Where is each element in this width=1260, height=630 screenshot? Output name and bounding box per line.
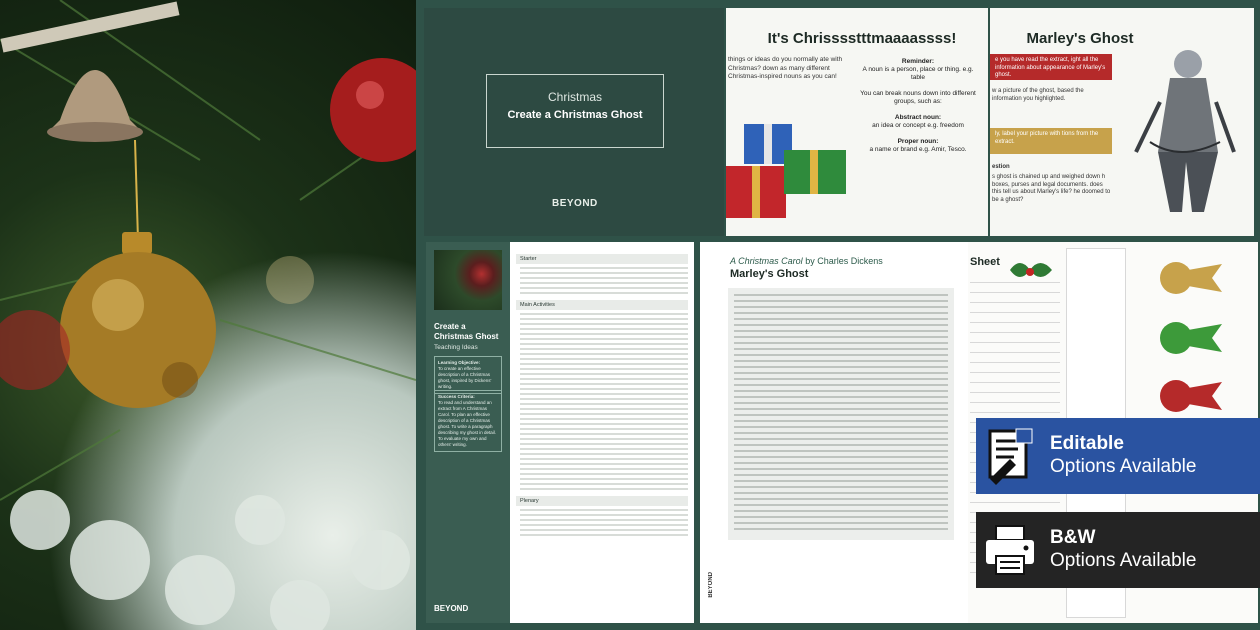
extract-text [728,288,954,540]
section-plenary: Plenary [516,496,688,506]
extract-title: Marley's Ghost [730,268,809,280]
title-slide [424,8,724,236]
learning-text: To create an effective description of a Christmas ghost, inspired by Dickens' writing. [438,366,492,389]
document-edit-icon [976,418,1044,494]
slide-subtitle: Create a Christmas Ghost [507,109,643,121]
question-text: s ghost is chained up and weighed down h boxes, purses and legal documents. does this tell us about Marley's life? he doomed to be a ghost? [992,174,1111,203]
bw-label [1044,527,1196,573]
proper-label: Proper noun: [897,138,939,145]
slide-title: Christmas [547,90,602,104]
slide-instructions: things or ideas do you normally ate with Christmas? down as many different Christmas-inspired nouns as you can! [728,56,843,80]
editable-subtitle: Options Available [1050,456,1197,477]
rosette-icon [1158,316,1222,364]
rosette-icon [1158,256,1222,304]
ribbon [1,1,180,52]
nouns-slide [726,8,988,236]
instruction-bar-gold: ly, label your picture with tions from the extract. [990,128,1112,154]
noun-types [856,58,980,154]
booklet-sidebar [426,242,510,623]
success-text: To read and understand an extract from A Christmas Carol. To plan an effective description of a Christmas ghost. To write a paragraph describing my ghost in detail. To evaluate my own and others' writing. [438,400,497,447]
success-label: Success Criteria: [438,394,475,399]
booklet-thumbnail [434,250,502,310]
editable-title: Editable [1050,433,1124,454]
booklet-subtitle: Teaching Ideas [434,344,478,351]
question-heading: estion [992,164,1010,170]
editable-badge[interactable] [976,418,1260,494]
christmas-tree-illustration [0,0,416,630]
slide-heading: It's Chrisssstttmaaaassss! [767,30,957,47]
booklet-title: Create a Christmas Ghost [434,322,499,341]
rosette-icon [1158,374,1222,422]
reminder-label: Reminder: [901,58,935,65]
proper-text: a name or brand e.g. Amir, Tesco. [869,146,967,153]
bw-badge[interactable] [976,512,1260,588]
section-starter: Starter [516,254,688,264]
worksheet-title: Sheet [970,256,1000,268]
ghost-illustration [1130,42,1240,228]
beyond-logo: BEYOND [552,198,598,209]
presents-illustration [726,116,851,226]
author-name: by Charles Dickens [802,256,883,266]
slide-heading: Marley's Ghost [1026,30,1134,47]
bw-title: B&W [1050,527,1096,548]
break-text: You can break nouns down into different groups, such as: [860,90,976,105]
beyond-logo: BEYOND [434,604,469,613]
abstract-label: Abstract noun: [894,114,942,121]
instruction-text: w a picture of the ghost, based the information you highlighted. [992,88,1084,102]
booklet-content [516,248,688,536]
christmas-tree-photo [0,0,416,630]
teaching-ideas-booklet [426,242,694,623]
extract-page [700,242,970,623]
bw-subtitle: Options Available [1050,550,1197,571]
reminder-text: A noun is a person, place or thing. e.g. table [862,66,974,81]
printer-icon [976,512,1044,588]
editable-label [1044,433,1196,479]
extract-author [730,256,883,266]
spine-logo: BEYOND [708,572,714,598]
success-criteria-box [434,390,502,452]
instruction-bar-red: e you have read the extract, ight all the information about appearance of Marley's ghost. [990,54,1112,80]
abstract-text: an idea or concept e.g. freedom [872,122,964,129]
red-bauble [330,58,416,162]
book-title: A Christmas Carol [730,256,803,266]
section-main-activities: Main Activities [516,300,688,310]
learning-label: Learning Objective: [438,360,481,365]
marley-slide [990,8,1254,236]
learning-objective-box [434,356,502,394]
